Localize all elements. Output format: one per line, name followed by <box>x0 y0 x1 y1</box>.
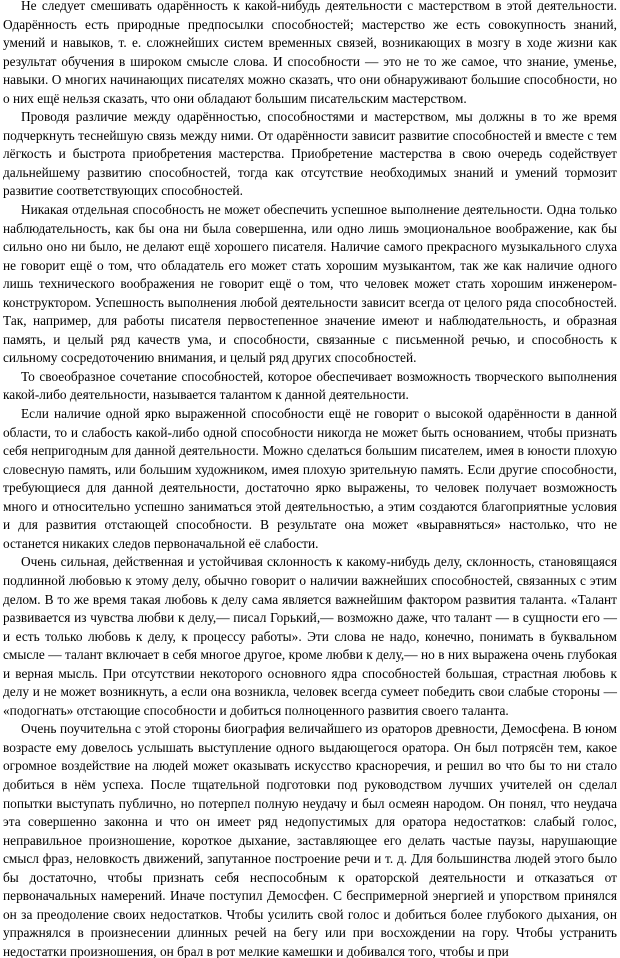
paragraph: Не следует смешивать одарённость к какой-нибудь деятельности с мастерством в этой деятельности. Одарённость есть природные предпосылки способностей; мастерство же есть совокупность знаний, умений и навыков, т. е. сложнейших систем временных связей, возникающих в мозгу в ходе жизни как результат обучения в широком смысле слова. И способности — это не то же самое, что знание, уменье, навыки. О многих начинающих писателях можно сказать, что они обнаруживают большие способности, но о них ещё нельзя сказать, что они обладают большим писательским мастерством. <box>3 0 617 106</box>
paragraph: Очень поучительна с этой стороны биография величайшего из ораторов древности, Демосфена. В юном возрасте ему довелось услышать выступление одного выдающегося оратора. Он был потрясён тем, какое огромное воздействие на людей может оказывать искусство красноречия, и решил во что бы то ни стало добиться в нём успеха. После тщательной подготовки под руководством лучших учителей он сделал попытки выступать публично, но потерпел полную неудачу и был осмеян народом. Он понял, что неудача эта совершенно законна и что он имеет ряд недопустимых для оратора недостатков: слабый голос, неправильное произношение, короткое дыхание, заставляющее его делать частые паузы, нарушающие смысл фраз, неловкость движений, запутанное построение речи и т. д. Для большинства людей этого было бы достаточно, чтобы признать себя неспособным к ораторской деятельности и отказаться от первоначальных намерений. Иначе поступил Демосфен. С беспримерной энергией и упорством принялся он за преодоление своих недостатков. Чтобы усилить свой голос и добиться более глубокого дыхания, он упражнялся в произнесении длинных речей на бегу или при восхождении на гору. Чтобы устранить недостатки произношения, он брал в рот мелкие камешки и добивался того, чтобы и при <box>3 721 617 958</box>
paragraph: Если наличие одной ярко выраженной способности ещё не говорит о высокой одарённости в данной области, то и слабость какой-либо одной способности никогда не может быть основанием, чтобы признать себя непригодным для данной деятельности. Можно сделаться большим писателем, имея в юности плохую словесную память, или большим художником, имея плохую зрительную память. Если другие способности, требующиеся для данной деятельности, достаточно ярко выражены, то человек получает возможность много и относительно успешно заниматься этой деятельностью, а этим создаются благоприятные условия и для развития отстающей способности. В результате она может «выравняться» настолько, что не останется никаких следов первоначальной её слабости. <box>3 406 617 551</box>
paragraph: Никакая отдельная способность не может обеспечить успешное выполнение деятельности. Одна только наблюдательность, как бы она ни была совершенна, или одно лишь эмоциональное воображение, как бы сильно оно ни было, не делают ещё хорошего писателя. Наличие самого прекрасного музыкального слуха не говорит ещё о том, что обладатель его может стать хорошим музыкантом, так же как наличие одного лишь технического воображения не говорит ещё о том, что человек может стать хорошим инженером-конструктором. Успешность выполнения любой деятельности зависит всегда от целого ряда способностей. Так, например, для работы писателя первостепенное значение имеют и наблюдательность, и образная память, и целый ряд качеств ума, и способности, связанные с письменной речью, и способность к сильному сосредоточению внимания, и целый ряд других способностей. <box>3 202 617 366</box>
paragraph: То своеобразное сочетание способностей, которое обеспечивает возможность творческого выполнения какой-либо деятельности, называется талантом к данной деятельности. <box>3 368 617 403</box>
paragraph: Очень сильная, действенная и устойчивая склонность к какому-нибудь делу, склонность, становящаяся подлинной любовью к этому делу, обычно говорит о наличии важнейших способностей, связанных с этим делом. В то же время такая любовь к делу сама является важнейшим фактором развития таланта. «Талант развивается из чувства любви к делу,— писал Горький,— возможно даже, что талант — в сущности его — и есть только любовь к делу, к процессу работы». Эти слова не надо, конечно, понимать в буквальном смысле — талант включает в себя многое другое, кроме любви к делу,— но в них выражена очень глубокая и верная мысль. При отсутствии некоторого основного ядра способностей большая, страстная любовь к делу и не может возникнуть, а если она возникла, человек всегда сумеет победить свои слабые стороны — «подогнать» отстающие способности и добиться полноценного развития своего таланта. <box>3 554 617 718</box>
paragraph: Проводя различие между одарённостью, способностями и мастерством, мы должны в то же время подчеркнуть теснейшую связь между ними. От одарённости зависит развитие способностей и вместе с тем лёгкость и быстрота приобретения мастерства. Приобретение мастерства в свою очередь содействует дальнейшему развитию способностей, тогда как отсутствие необходимых знаний и умений тормозит развитие соответствующих способностей. <box>3 109 617 199</box>
